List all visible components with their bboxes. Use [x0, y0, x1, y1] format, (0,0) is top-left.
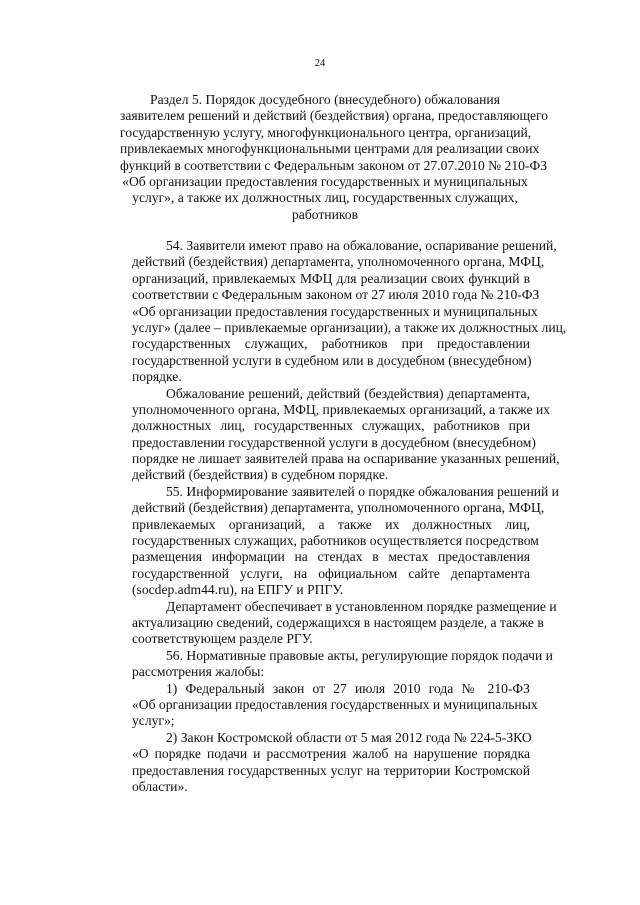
text-line: 2) Закон Костромской области от 5 мая 2012 года № 224-5-ЗКО [166, 729, 532, 745]
heading-line: работников [292, 206, 358, 222]
paragraph-56 [132, 647, 553, 681]
text-line: 54. Заявители имеют право на обжалование, оспаривание решений, [166, 238, 557, 253]
text-line: действий (бездействия) департамента, уполномоченного органа, МФЦ, [132, 500, 545, 516]
text-line: государственных служащих, работников при предоставлении [132, 336, 530, 352]
text-line: государственной услуги в судебном или в досудебном (внесудебном) [132, 352, 532, 368]
text-line: предоставления государственных услуг на территории Костромской [132, 762, 530, 778]
heading-line: «Об организации предоставления государственных и муниципальных [122, 174, 528, 190]
text-line: 1) Федеральный закон от 27 июля 2010 года № 210-ФЗ [166, 680, 530, 696]
heading-line: услуг», а также их должностных лиц, государственных служащих, [132, 190, 518, 206]
text-line: действий (бездействия) департамента, уполномоченного органа, МФЦ, [132, 254, 545, 270]
text-line: Обжалование решений, действий (бездействия) департамента, [166, 385, 530, 401]
text-line: рассмотрения жалобы: [132, 664, 265, 680]
text-line: «Об организации предоставления государственных и муниципальных [132, 696, 538, 712]
text-line: организаций, привлекаемых МФЦ для реализации своих функций в [132, 270, 530, 286]
paragraph-54 [132, 238, 567, 386]
text-line: государственной услуги, на официальном сайте департамента [132, 565, 530, 581]
text-line: действий (бездействия) в судебном порядке. [132, 467, 389, 483]
text-line: соответствии с Федеральным законом от 27 июля 2010 года № 210-ФЗ [132, 287, 540, 303]
text-line: порядке. [132, 369, 182, 385]
list-item-1 [132, 680, 538, 730]
text-line: должностных лиц, государственных служащих, работников при [132, 418, 530, 434]
paragraph-appeal [132, 385, 560, 484]
text-line: предоставлении государственной услуги в досудебном (внесудебном) [132, 434, 536, 450]
paragraph-department [132, 598, 557, 648]
paragraph-55 [132, 483, 559, 599]
text-line: Департамент обеспечивает в установленном порядке размещение и [166, 598, 557, 614]
text-line: услуг» (далее – привлекаемые организации), а также их должностных лиц, [132, 319, 567, 335]
body-text [132, 238, 567, 795]
heading-line: Раздел 5. Порядок досудебного (внесудебного) обжалования [150, 92, 500, 107]
text-line: уполномоченного органа, МФЦ, привлекаемых организаций, а также их [132, 401, 551, 417]
text-line: 56. Нормативные правовые акты, регулирующие порядок подачи и [166, 647, 553, 663]
text-line: актуализацию сведений, содержащихся в настоящем разделе, а также в [132, 614, 544, 630]
text-line: размещения информации на стендах в местах предоставления [132, 549, 530, 565]
text-line: «Об организации предоставления государственных и муниципальных [132, 303, 538, 319]
text-line: привлекаемых организаций, а также их должностных лиц, [132, 516, 530, 532]
text-line: 55. Информирование заявителей о порядке обжалования решений и [166, 483, 559, 499]
heading-line: функций в соответствии с Федеральным законом от 27.07.2010 № 210-ФЗ [120, 157, 548, 173]
text-line: области». [132, 778, 188, 794]
text-line: «О порядке подачи и рассмотрения жалоб на нарушение порядка [132, 746, 530, 762]
text-line: порядке не лишает заявителей права на оспаривание указанных решений, [132, 451, 560, 467]
heading-line: заявителем решений и действий (бездействия) органа, предоставляющего [120, 108, 549, 124]
text-line: услуг»; [132, 713, 175, 729]
heading-line: государственную услугу, многофункционального центра, организаций, [120, 124, 532, 140]
text-line: государственных служащих, работников осуществляется посредством [132, 533, 539, 549]
text-line: соответствующем разделе РГУ. [132, 631, 313, 647]
section-heading [120, 92, 549, 223]
page-number: 24 [314, 58, 326, 69]
list-item-2 [132, 730, 530, 796]
heading-line: привлекаемых многофункциональными центрами для реализации своих [120, 141, 540, 157]
text-line: (socdep.adm44.ru), на ЕПГУ и РПГУ. [132, 582, 344, 598]
